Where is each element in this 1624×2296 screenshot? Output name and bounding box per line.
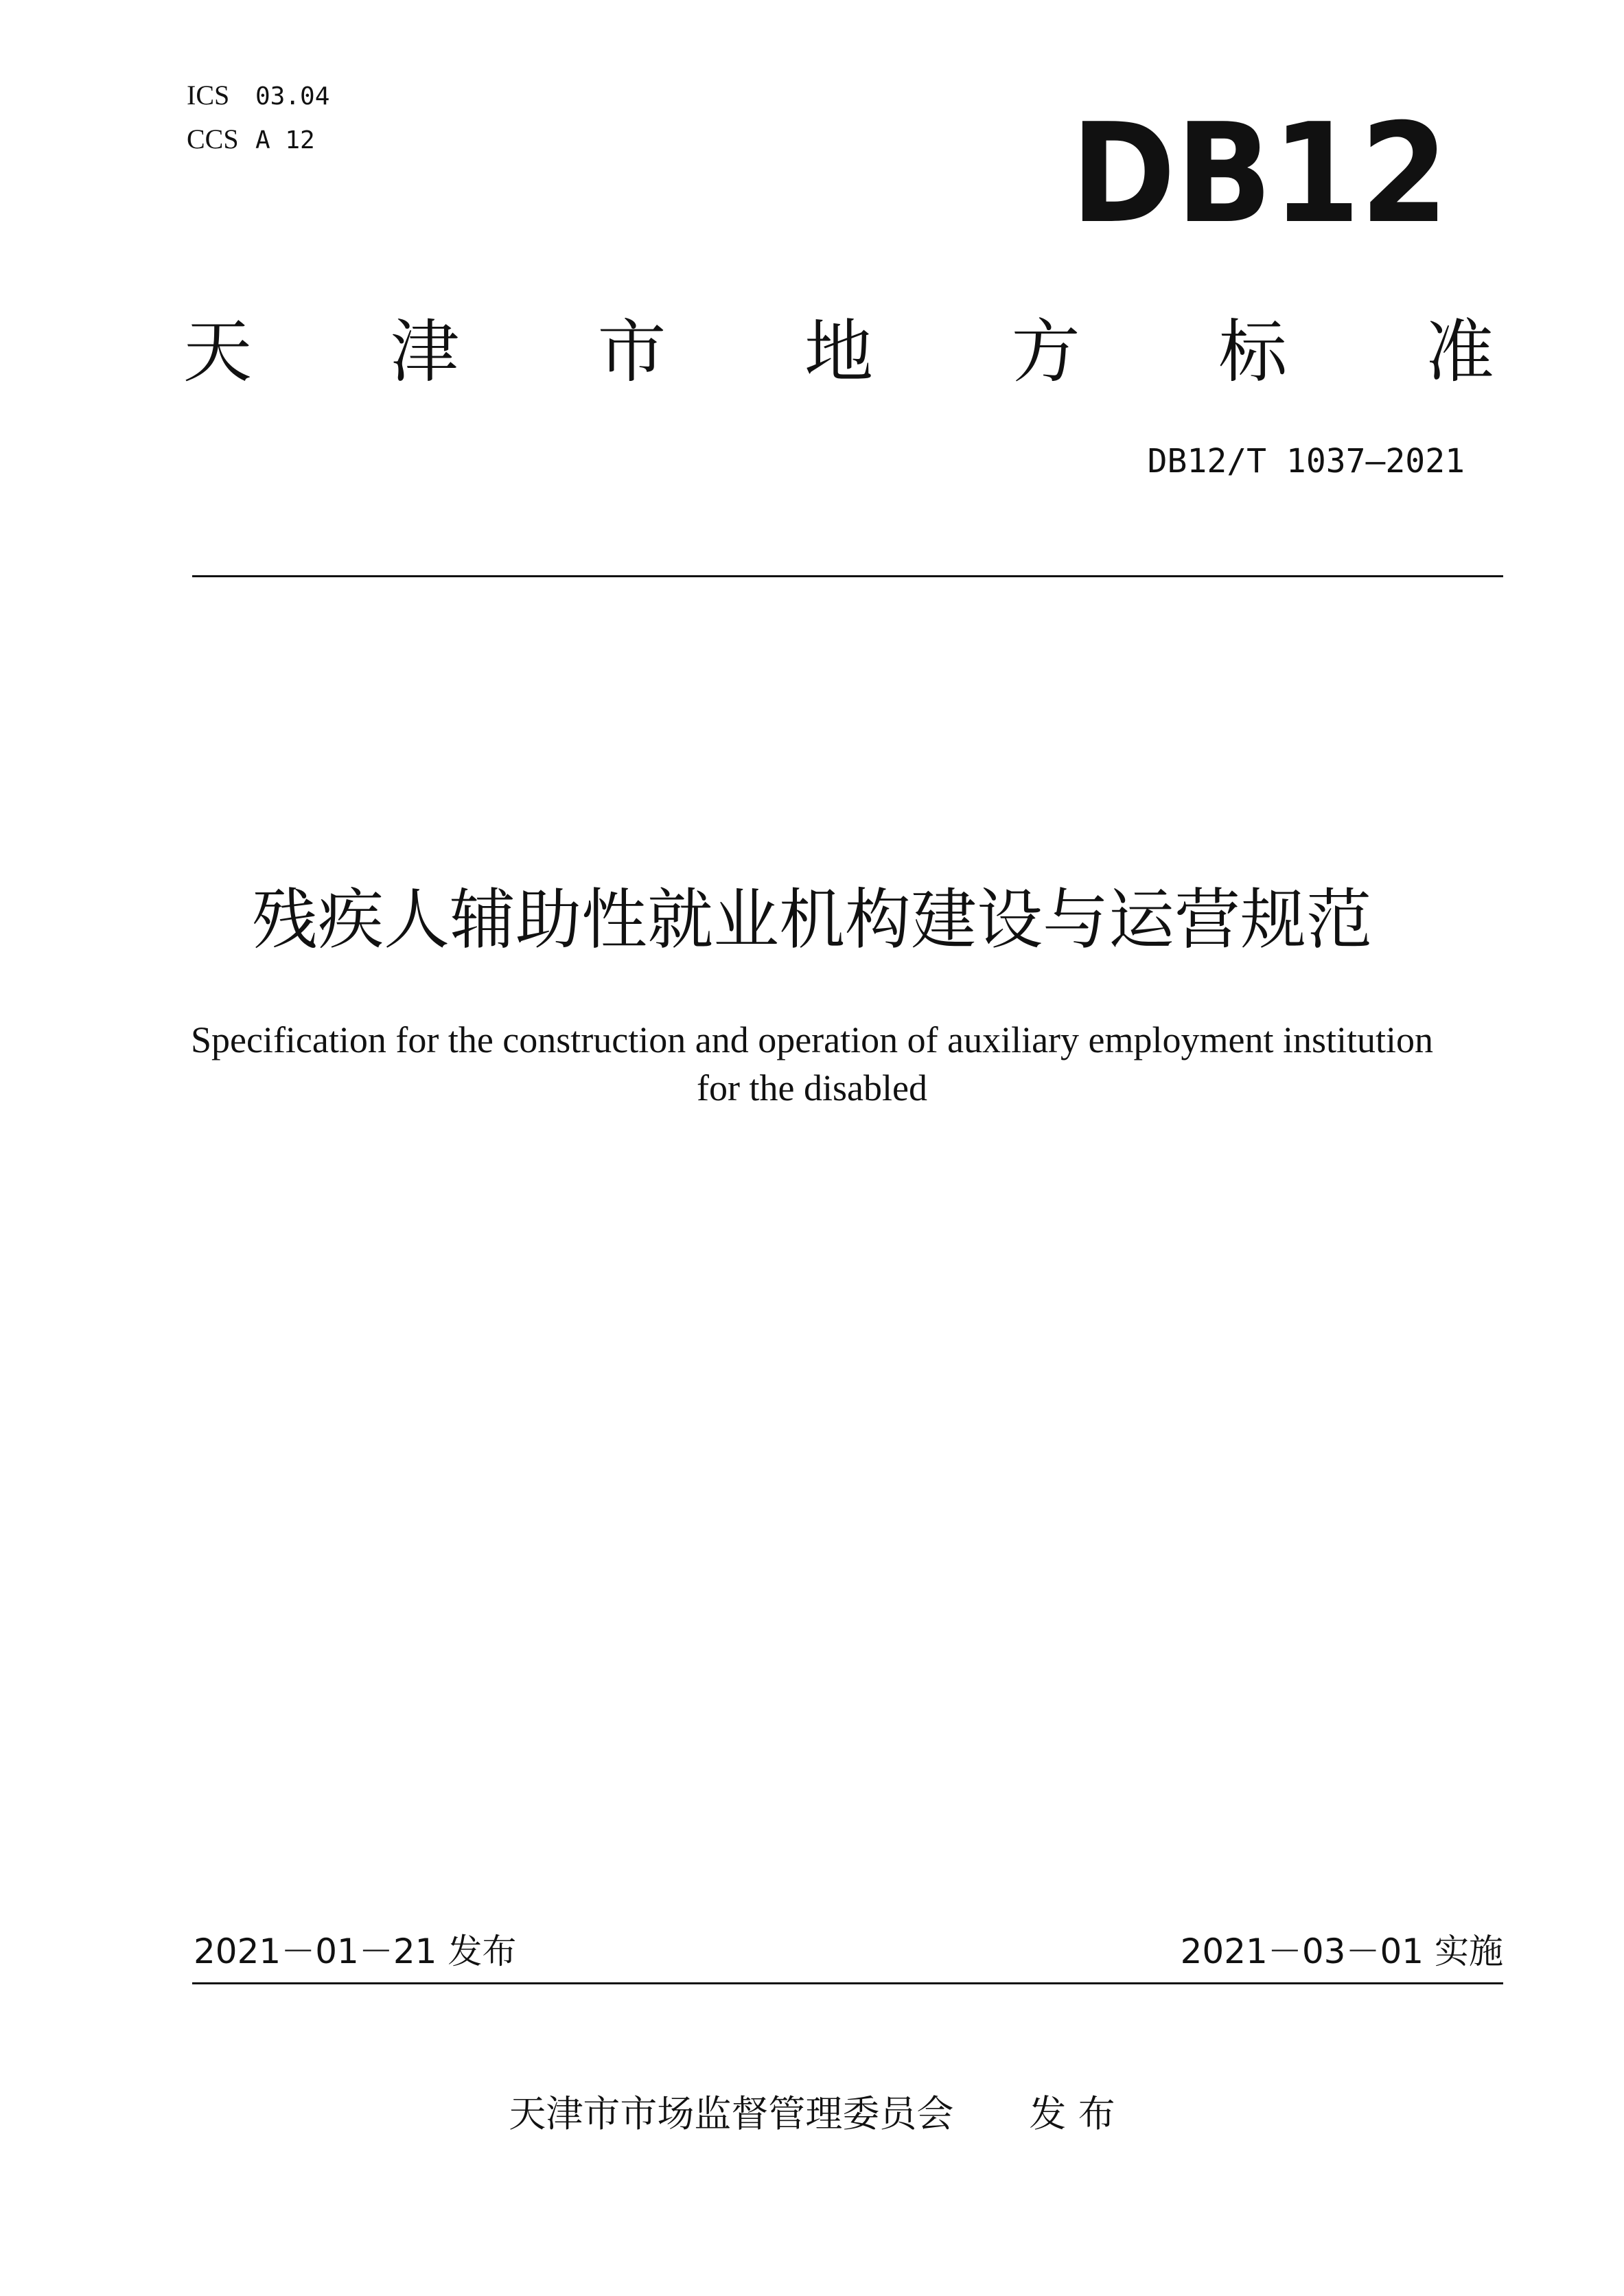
title-chinese: 残疾人辅助性就业机构建设与运营规范 xyxy=(252,881,1372,958)
issuer-line xyxy=(0,2087,1624,2142)
category-char: 准 xyxy=(1425,312,1494,392)
title-english-line1: Specification for the construction and operation of auxiliary employment institution xyxy=(190,1019,1434,1060)
title-english-line2: for the disabled xyxy=(697,1067,927,1109)
category-char: 地 xyxy=(804,312,873,392)
ccs-row xyxy=(187,118,329,162)
category-char: 标 xyxy=(1218,312,1288,392)
classification-block xyxy=(187,74,329,162)
ccs-value: A 12 xyxy=(255,126,315,154)
issuer-action: 发 布 xyxy=(1029,2092,1115,2135)
category-char: 津 xyxy=(390,312,459,392)
title-english xyxy=(165,1016,1459,1112)
publish-date: 2021－01－21 发布 xyxy=(194,1932,517,1971)
db12-logo-text: DB12 xyxy=(1071,103,1448,233)
header-divider xyxy=(192,575,1503,577)
footer-divider xyxy=(192,1982,1503,1984)
category-char: 天 xyxy=(183,312,252,392)
issuer-name: 天津市市场监督管理委员会 xyxy=(509,2092,954,2135)
standard-category xyxy=(180,308,1498,397)
db12-logo xyxy=(1071,103,1455,233)
standard-number: DB12/T 1037—2021 xyxy=(1147,442,1465,480)
ics-row xyxy=(187,74,329,118)
ics-label: ICS xyxy=(187,80,230,111)
ccs-label: CCS xyxy=(187,124,239,154)
category-char: 市 xyxy=(597,312,666,392)
implement-date: 2021－03－01 实施 xyxy=(1180,1932,1503,1971)
ics-value: 03.04 xyxy=(255,82,330,111)
category-char: 方 xyxy=(1011,312,1080,392)
